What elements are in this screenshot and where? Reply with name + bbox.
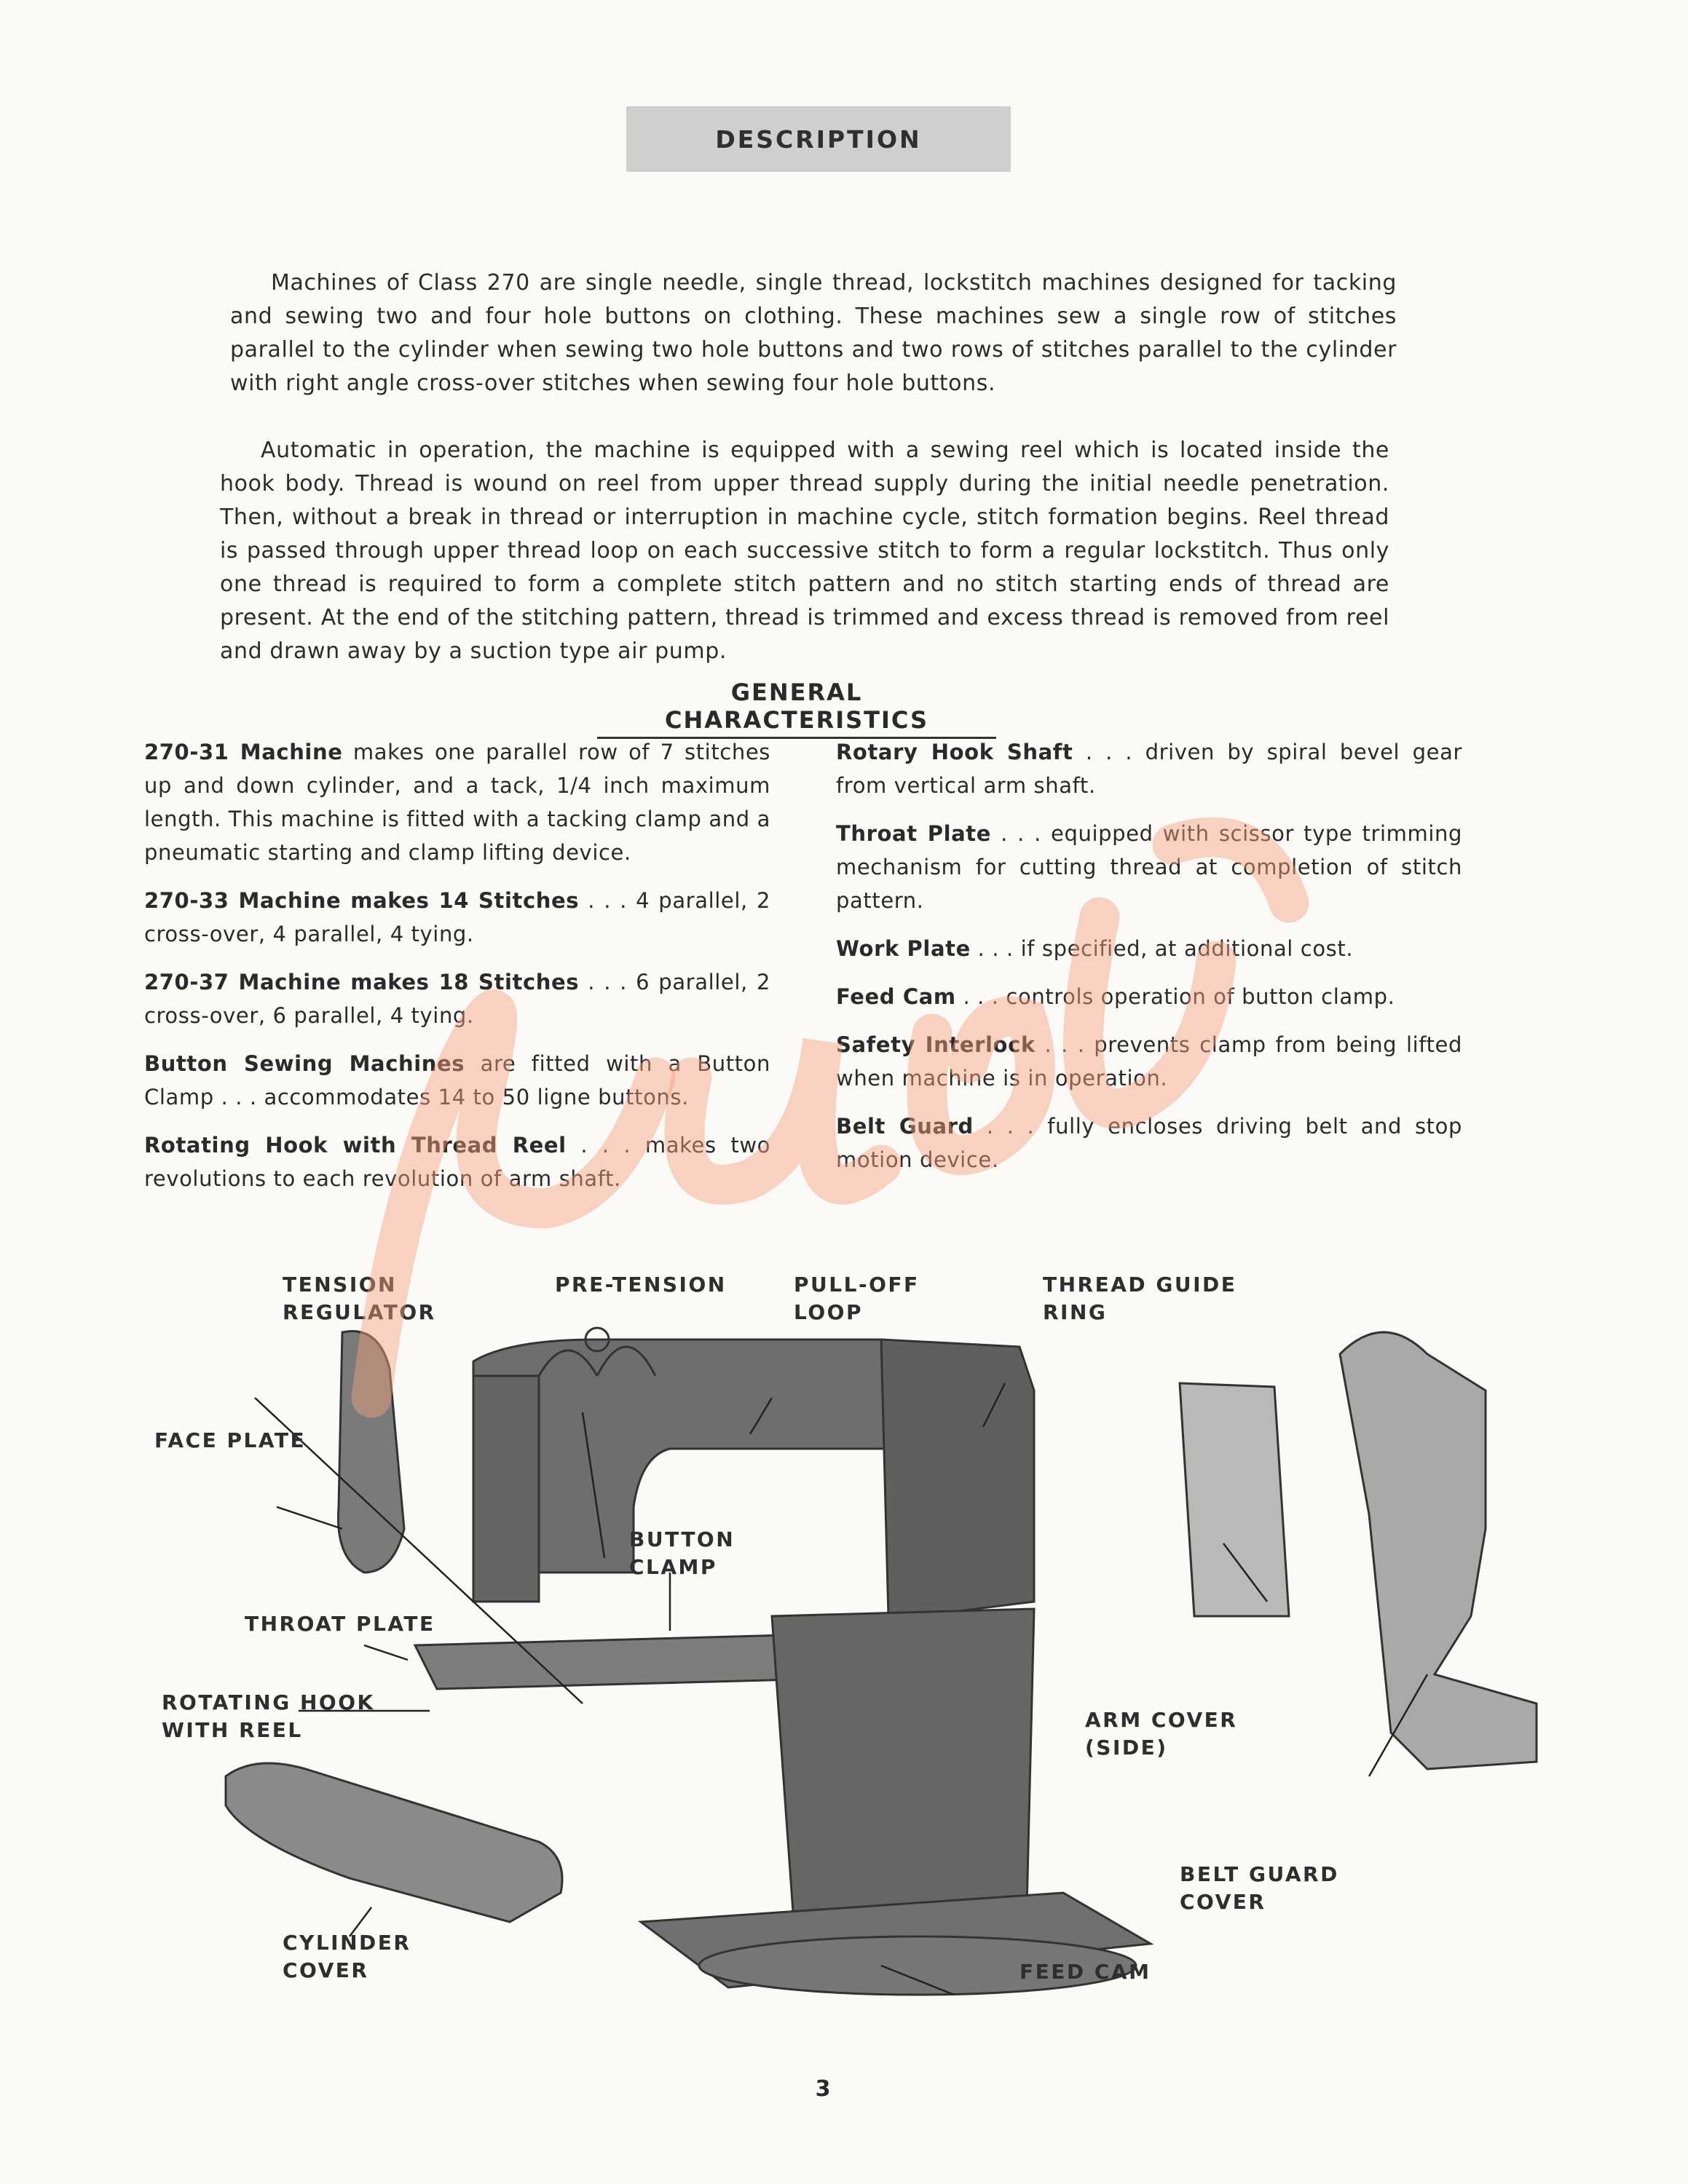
characteristic-item: Rotary Hook Shaft . . . driven by spiral bevel gear from vertical arm shaft.	[836, 740, 1462, 798]
characteristic-item: Button Sewing Machines are fitted with a Button Clamp . . . accommodates 14 to 50 ligne buttons.	[144, 1051, 771, 1109]
characteristic-item: Belt Guard . . . fully encloses driving belt and stop motion device.	[836, 1114, 1462, 1172]
machine-column	[881, 1340, 1034, 1616]
characteristics-right-column	[836, 735, 1462, 1191]
label-thread-guide-ring: THREAD GUIDE RING	[1043, 1273, 1237, 1324]
belt-guard-part	[1340, 1332, 1537, 1769]
page-number: 3	[815, 2076, 831, 2102]
characteristic-item: Safety Interlock . . . prevents clamp from being lifted when machine is in operation.	[836, 1032, 1462, 1091]
characteristic-item: 270-33 Machine makes 14 Stitches . . . 4 parallel, 2 cross-over, 4 parallel, 4 tying.	[144, 888, 770, 946]
leader-throatplate	[364, 1645, 408, 1660]
label-feed-cam: FEED CAM	[1019, 1960, 1151, 1984]
label-button-clamp: BUTTON CLAMP	[629, 1527, 735, 1579]
intro-paragraph-1: Machines of Class 270 are single needle, single thread, lockstitch machines designed for tacking and sewing two and four hole buttons on clothing. These machines sew a single row of stitches parallel to the cylinder when sewing two hole buttons and two rows of stitches parallel to the cylinder with right angle cross-over stitches when sewing four hole buttons.	[230, 270, 1397, 396]
characteristic-item: 270-37 Machine makes 18 Stitches . . . 6 parallel, 2 cross-over, 6 parallel, 4 tying.	[144, 970, 770, 1028]
characteristic-item: Feed Cam . . . controls operation of button clamp.	[836, 984, 1395, 1009]
machine-pedestal	[772, 1609, 1034, 1922]
label-pre-tension: PRE-TENSION	[555, 1273, 727, 1297]
arm-cover-part	[1180, 1383, 1289, 1616]
intro-paragraph-2: Automatic in operation, the machine is equipped with a sewing reel which is located inside the hook body. Thread is wound on reel from upper thread supply during the initial needle penetration. Then, without a break in thread or interruption in machine cycle, stitch formation begins. Reel thread is passed through upper thread loop on each successive stitch to form a regular lockstitch. Thus only one thread is required to form a complete stitch pattern and no stitch starting ends of thread are present. At the end of the stitching pattern, thread is trimmed and excess thread is removed from reel and drawn away by a suction type air pump.	[220, 438, 1389, 664]
label-pull-off-loop: PULL-OFF LOOP	[794, 1273, 920, 1324]
characteristics-title: GENERAL CHARACTERISTICS	[597, 678, 996, 739]
label-throat-plate: THROAT PLATE	[245, 1612, 435, 1636]
section-title: DESCRIPTION	[715, 124, 922, 154]
characteristics-left-column	[144, 735, 770, 1210]
label-belt-guard-cover: BELT GUARD COVER	[1180, 1862, 1339, 1914]
cylinder-cover-part	[226, 1763, 562, 1922]
characteristic-item: 270-31 Machine makes one parallel row of 7 stitches up and down cylinder, and a tack, 1/4 inch maximum length. This machine is fitted with a tacking clamp and a pneumatic starting and clamp lifting device.	[144, 740, 770, 865]
characteristic-item: Throat Plate . . . equipped with scissor type trimming mechanism for cutting thread at completion of stitch pattern.	[836, 821, 1462, 913]
label-arm-cover: ARM COVER (SIDE)	[1085, 1708, 1238, 1760]
label-face-plate: FACE PLATE	[154, 1428, 307, 1452]
label-cylinder-cover: CYLINDER COVER	[283, 1931, 411, 1982]
section-heading-box	[626, 106, 1011, 172]
label-tension-regulator: TENSION REGULATOR	[283, 1273, 436, 1324]
label-rotating-hook: ROTATING HOOK WITH REEL	[162, 1690, 375, 1742]
face-plate-part	[338, 1332, 404, 1572]
leader-faceplate	[277, 1507, 342, 1529]
characteristic-item: Rotating Hook with Thread Reel . . . makes two revolutions to each revolution of arm shaft.	[144, 1133, 770, 1191]
characteristic-item: Work Plate . . . if specified, at additional cost.	[836, 936, 1354, 961]
